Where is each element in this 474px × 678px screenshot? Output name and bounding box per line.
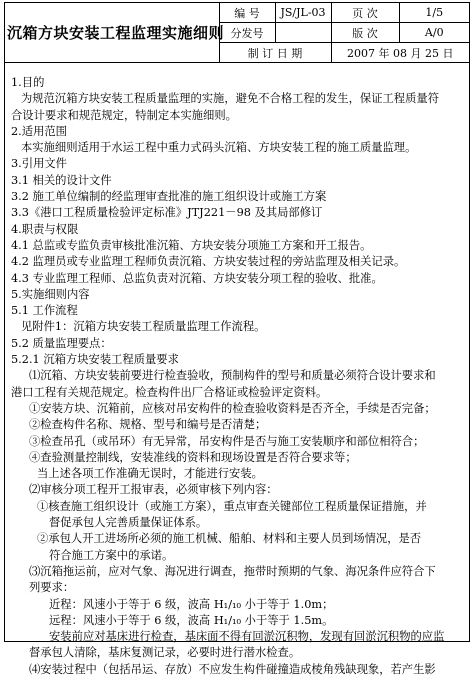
document-body — [5, 63, 469, 676]
subsection-heading: 5.1 工作流程 — [11, 304, 78, 318]
section-heading: 2.适用范围 — [11, 124, 67, 138]
paragraph-line: 督促承包人完善质量保证体系。 — [49, 516, 208, 530]
paragraph-line: 当上述各项工作准确无误时，才能进行安装。 — [37, 467, 263, 481]
section-heading: 1.目的 — [11, 76, 45, 89]
document-frame — [4, 2, 470, 676]
subsection-heading: 5.2 质量监理要点： — [11, 336, 112, 350]
page-label: 页 次 — [331, 3, 399, 23]
code-label: 编 号 — [219, 3, 275, 23]
date-value: 2007 年 08 月 25 日 — [331, 43, 469, 63]
paragraph-line: 为规范沉箱方块安装工程质量监理的实施，避免不合格工程的发生，保证工程质量符 — [21, 92, 439, 106]
list-item: ③检查吊孔（或吊环）有无异常，吊安构件是否与施工安装顺序和部位相符合； — [29, 434, 425, 448]
date-label: 制 订 日 期 — [219, 43, 331, 63]
version-value: A/0 — [399, 23, 469, 43]
subsection-heading: 5.2.1 沉箱方块安装工程质量要求 — [11, 353, 179, 367]
list-item: 3.3《港口工程质量检验评定标准》JTJ221－98 及其局部修订 — [11, 206, 323, 220]
list-item: ①核查施工组织设计（或施工方案），重点审查关键部位工程质量保证措施，并 — [37, 499, 427, 513]
list-item: 3.1 相关的设计文件 — [11, 173, 112, 187]
paragraph-line: 符合施工方案中的承诺。 — [49, 548, 174, 562]
section-heading: 3.引用文件 — [11, 157, 67, 171]
list-item: ④查验测量控制线，安装准线的资料和现场设置是否符合要求等； — [29, 450, 357, 464]
paragraph-line: 督承包人清除，基床复测记录，必要时进行潜水检查。 — [29, 646, 301, 660]
paragraph-line: 港口工程有关规范规定。检查构件出厂合格证或检验评定资料。 — [11, 385, 328, 399]
header-table — [5, 3, 469, 63]
paragraph-line: 合设计要求和规范规定，特制定本实施细则。 — [11, 108, 237, 122]
paragraph-line: 近程：风速小于等于 6 级，波高 H₁/₁₀ 小于等于 1.0m； — [49, 597, 334, 611]
list-item: 4.1 总监或专监负责审核批准沉箱、方块安装分项施工方案和开工报告。 — [11, 238, 372, 252]
paragraph-line: ⑴沉箱、方块安装前要进行检查验收，预制构件的型号和质量必须符合设计要求和 — [29, 369, 436, 383]
paragraph-line: 远程：风速小于等于 6 级，波高 H₁/₁₀ 小于等于 1.5m。 — [49, 613, 334, 627]
paragraph-line: ⑵审核分项工程开工报审表，必须审核下列内容： — [29, 483, 278, 497]
code-value: JS/JL-03 — [275, 3, 331, 23]
subsection-label: 分发号 — [219, 23, 275, 43]
section-heading: 5.实施细则内容 — [11, 287, 90, 301]
list-item: ②检查构件名称、规格、型号和编号是否清楚； — [29, 418, 267, 432]
list-item: ①安装方块、沉箱前，应核对吊安构件的检查验收资料是否齐全，手续是否完备； — [29, 401, 436, 415]
list-item: 3.2 施工单位编制的经监理审查批准的施工组织设计或施工方案 — [11, 190, 327, 204]
page-value: 1/5 — [399, 3, 469, 23]
paragraph-line: ⑷安装过程中（包括吊运、存放）不应发生构件碰撞造成棱角残缺现象，若产生影 — [29, 662, 436, 676]
paragraph-line: 本实施细则适用于水运工程中重力式码头沉箱、方块安装工程的施工质量监理。 — [21, 141, 417, 155]
paragraph-line: 列要求： — [29, 581, 75, 595]
section-heading: 4.职责与权限 — [11, 222, 79, 236]
subsection-value — [275, 23, 331, 43]
list-item: 4.3 专业监理工程师、总监负责对沉箱、方块安装分项工程的验收、批准。 — [11, 271, 383, 285]
version-label: 版 次 — [331, 23, 399, 43]
paragraph-line: ⑶沉箱拖运前，应对气象、海况进行调查，拖带时预期的气象、海况条件应符合下 — [29, 564, 436, 578]
paragraph-line: 见附件1：沉箱方块安装工程质量监理工作流程。 — [21, 320, 266, 334]
paragraph-line: 安装前应对基床进行检查，基床面不得有回淤沉积物，发现有回淤沉积物的应监 — [49, 630, 445, 644]
document-title: 沉箱方块安装工程监理实施细则 — [5, 3, 219, 63]
list-item: ②承包人开工进场所必须的施工机械、船舶、材料和主要人员到场情况，是否 — [37, 532, 422, 546]
list-item: 4.2 监理员或专业监理工程师负责沉箱、方块安装过程的旁站监理及相关记录。 — [11, 255, 406, 269]
